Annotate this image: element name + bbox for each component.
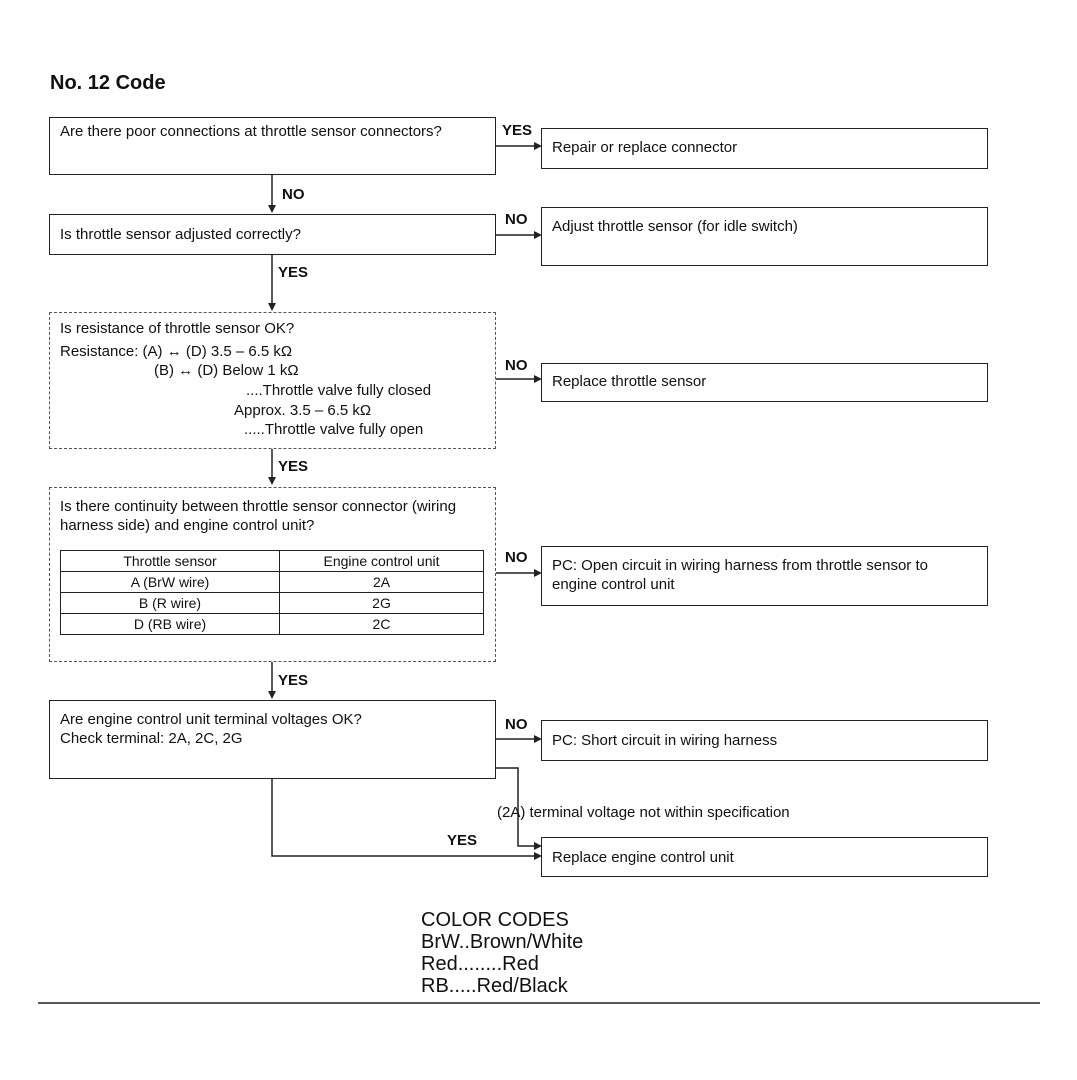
action-box-1	[541, 128, 988, 169]
action-box-4	[541, 546, 988, 606]
action-text-1: Repair or replace connector	[552, 139, 738, 156]
question-text-5: Are engine control unit terminal voltages OK?	[60, 711, 362, 728]
table-row	[61, 572, 484, 593]
resistance-line-2: (B) ↔ (D) Below 1 kΩ	[154, 362, 299, 379]
branch-label-4: NO	[505, 549, 528, 566]
table-row	[61, 614, 484, 635]
branch-label-2: NO	[505, 211, 528, 228]
next-label-2: YES	[278, 264, 309, 281]
side-note: (2A) terminal voltage not within specification	[497, 804, 790, 821]
table-cell: 2A	[280, 572, 484, 593]
final-action-text: Replace engine control unit	[552, 849, 734, 866]
table-header: Engine control unit	[280, 551, 484, 572]
table-header-row	[61, 551, 484, 572]
question-text-3: Is resistance of throttle sensor OK?	[60, 320, 295, 337]
question-box-1	[49, 117, 496, 175]
color-codes-heading: COLOR CODES	[421, 909, 569, 931]
next-label-4: YES	[278, 672, 309, 689]
resistance-line-1: Resistance: (A) ↔ (D) 3.5 – 6.5 kΩ	[60, 343, 293, 360]
question-box-2	[49, 214, 496, 255]
action-text-3: Replace throttle sensor	[552, 373, 707, 390]
branch-label-5: NO	[505, 716, 528, 733]
table-cell: D (RB wire)	[61, 614, 280, 635]
action-text-4: PC: Open circuit in wiring harness from throttle sensor to engine control unit	[552, 557, 928, 593]
action-text-5: PC: Short circuit in wiring harness	[552, 732, 778, 749]
branch-label-3: NO	[505, 357, 528, 374]
table-cell: A (BrW wire)	[61, 572, 280, 593]
color-codes	[421, 909, 583, 997]
action-text-2: Adjust throttle sensor (for idle switch)	[552, 218, 798, 235]
color-code-item: BrW..Brown/White	[421, 931, 584, 953]
continuity-table	[60, 550, 484, 635]
final-action-box	[541, 837, 988, 877]
next-label-3: YES	[278, 458, 309, 475]
resistance-line-4: Approx. 3.5 – 6.5 kΩ	[234, 402, 372, 419]
question-text-4: Is there continuity between throttle sensor connector (wiring harness side) and engine control unit?	[60, 498, 457, 534]
question-box-5	[49, 700, 496, 779]
action-box-3	[541, 363, 988, 402]
question-text-2: Is throttle sensor adjusted correctly?	[60, 226, 301, 243]
next-label-1: NO	[282, 186, 305, 203]
page-title: No. 12 Code	[50, 72, 166, 94]
resistance-line-5: .....Throttle valve fully open	[244, 421, 424, 438]
table-cell: 2C	[280, 614, 484, 635]
yes-label-final: YES	[447, 832, 478, 849]
resistance-line-3: ....Throttle valve fully closed	[246, 382, 432, 399]
action-box-5	[541, 720, 988, 761]
action-box-2	[541, 207, 988, 266]
connector-5-yes	[272, 779, 534, 856]
color-code-item: Red........Red	[421, 953, 539, 975]
color-code-item: RB.....Red/Black	[421, 975, 568, 997]
table-row	[61, 593, 484, 614]
question-text-1: Are there poor connections at throttle sensor connectors?	[60, 123, 442, 140]
question-sub-5: Check terminal: 2A, 2C, 2G	[60, 730, 243, 747]
table-cell: B (R wire)	[61, 593, 280, 614]
table-cell: 2G	[280, 593, 484, 614]
branch-label-1: YES	[502, 122, 533, 139]
table-header: Throttle sensor	[61, 551, 280, 572]
